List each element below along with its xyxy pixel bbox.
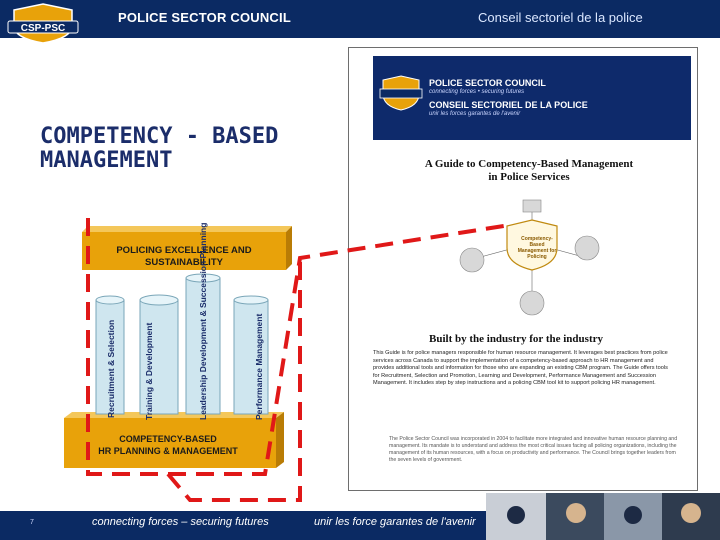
- pillar-label-training: Training & Development: [144, 322, 154, 420]
- top-slab-side: [286, 226, 292, 270]
- header-title-en: POLICE SECTOR COUNCIL: [118, 10, 291, 25]
- page-number: 7: [30, 519, 34, 526]
- top-slab-bevel: [82, 226, 292, 232]
- built-by-heading: Built by the industry for the industry: [429, 333, 603, 345]
- banner-line-3: CONSEIL SECTORIEL DE LA POLICE: [429, 100, 588, 110]
- base-slab-side: [276, 412, 284, 468]
- guide-description: This Guide is for police managers responsible for human resource management. It leverages best practices from police services across Canada to support the implementation of a competency-based approach to HR management and provides additional tools and information for those who are expanding an existing CBM program. The Guide offers tools for Recruitment, Selection and Promotion, Learning and Development, Performance Management and Succession Management. It includes step by step instructions and a policing CBM tool kit to support policing HR management.: [373, 350, 668, 386]
- banner-line-2: connecting forces • securing futures: [429, 89, 525, 95]
- header-title-fr: Conseil sectoriel de la police: [478, 10, 643, 25]
- hub-label: Competency-Based Management for Policing: [517, 236, 557, 260]
- pillar-label-performance: Performance Management: [254, 313, 264, 420]
- footer-slogan-fr: unir les force garantes de l'avenir: [314, 516, 476, 528]
- logo-text: CSP-PSC: [20, 23, 66, 34]
- slide-title: COMPETENCY - BASED MANAGEMENT: [40, 124, 279, 173]
- council-description: The Police Sector Council was incorporated in 2004 to facilitate more integrated and innovative human resource planning and management. Its mandate is to understand and address the most critical issues facing all policing organizations, including the management of its human resources, with a focus on productivity and performance. The Council brings together leaders from the seven levels of government.: [389, 436, 678, 463]
- pillar-label-recruitment: Recruitment & Selection: [106, 319, 116, 418]
- top-label-line2: SUSTAINABILITY: [145, 257, 223, 268]
- police-photo-strip: [486, 493, 720, 540]
- banner-line-1: POLICE SECTOR COUNCIL: [429, 78, 546, 88]
- pillar-label-leadership: Leadership Development & Succession Planning: [198, 222, 208, 420]
- top-label-line1: POLICING EXCELLENCE AND: [116, 245, 252, 256]
- guide-title: A Guide to Competency-Based Management in Police Services: [424, 158, 634, 183]
- footer-slogan-en: connecting forces – securing futures: [92, 516, 269, 528]
- base-label-line2: HR PLANNING & MANAGEMENT: [98, 446, 238, 456]
- banner-line-4: unir les forces garantes de l'avenir: [429, 111, 521, 117]
- base-label-line1: COMPETENCY-BASED: [119, 434, 217, 444]
